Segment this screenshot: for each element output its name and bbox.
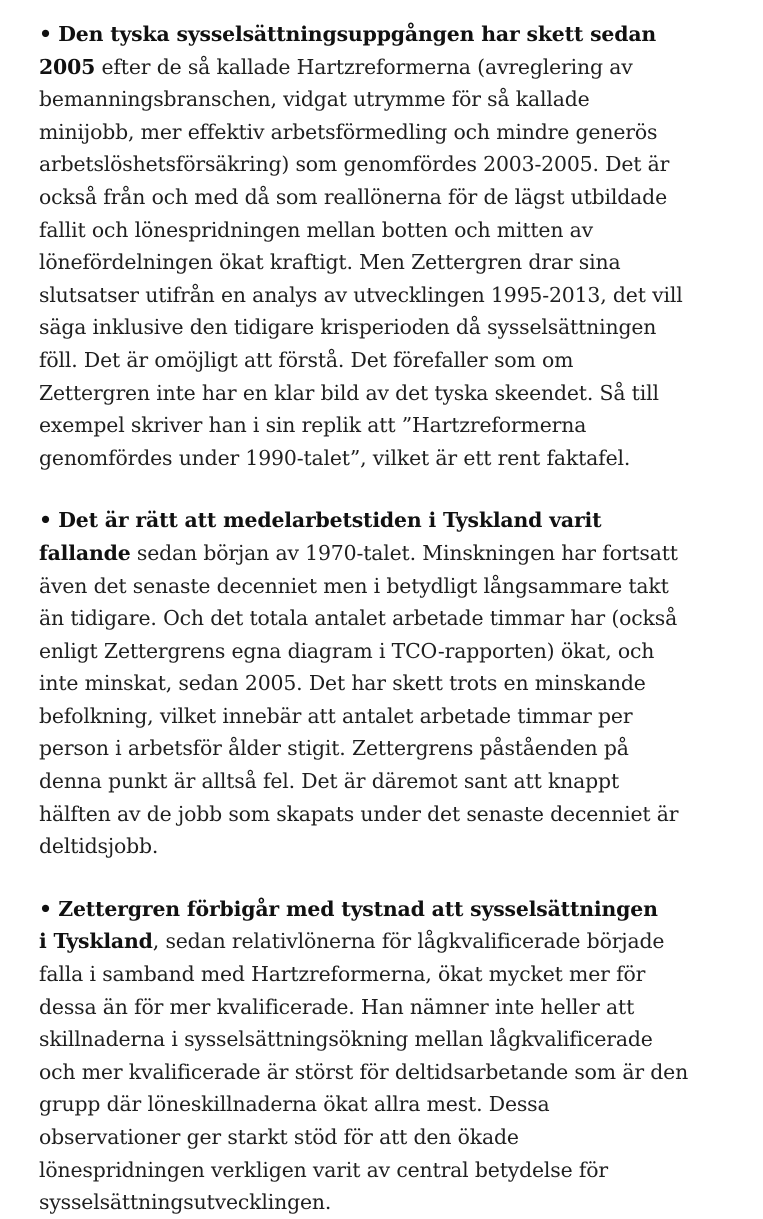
text-line: föll. Det är omöjligt att förstå. Det förefaller som om: [39, 347, 574, 372]
paragraph-working-hours: [39, 504, 729, 863]
text-line: [39, 925, 729, 958]
text-line: [39, 893, 729, 926]
text-line: fallit och lönespridningen mellan botten och mitten av: [39, 217, 594, 242]
body-text: , sedan relativlönerna för lågkvalificerade började: [152, 929, 665, 954]
text-line: bemanningsbranschen, vidgat utrymme för så kallade: [39, 87, 590, 112]
text-line: falla i samband med Hartzreformerna, ökat mycket mer för: [39, 962, 646, 987]
text-line: denna punkt är alltså fel. Det är däremot sant att knappt: [39, 769, 619, 794]
text-line: [39, 18, 729, 51]
lead-text: 2005: [39, 54, 96, 79]
text-line: lönefördelningen ökat kraftigt. Men Zettergren drar sina: [39, 250, 621, 275]
text-line: grupp där löneskillnaderna ökat allra mest. Dessa: [39, 1092, 550, 1117]
bullet: •: [39, 896, 52, 921]
text-line: [39, 504, 729, 537]
text-line: även det senaste decenniet men i betydligt långsammare takt: [39, 573, 669, 598]
text-line: befolkning, vilket innebär att antalet arbetade timmar per: [39, 703, 633, 728]
text-line: inte minskat, sedan 2005. Det har skett trots en minskande: [39, 671, 646, 696]
bullet: •: [39, 508, 52, 533]
text-line: och mer kvalificerade är störst för deltidsarbetande som är den: [39, 1059, 689, 1084]
text-line: dessa än för mer kvalificerade. Han nämner inte heller att: [39, 994, 635, 1019]
text-line: än tidigare. Och det totala antalet arbetade timmar har (också: [39, 606, 678, 631]
bullet: •: [39, 22, 52, 46]
text-line: också från och med då som reallönerna för de lägst utbildade: [39, 184, 667, 209]
body-text: efter de så kallade Hartzreformerna (avreglering av: [95, 54, 633, 79]
text-line: arbetslöshetsförsäkring) som genomfördes 2003-2005. Det är: [39, 152, 670, 177]
text-line: sysselsättningsutvecklingen.: [39, 1190, 332, 1215]
text-line: deltidsjobb.: [39, 834, 159, 859]
paragraph-hartz-reforms: [39, 18, 729, 474]
text-line: slutsatser utifrån en analys av utvecklingen 1995-2013, det vill: [39, 282, 683, 307]
text-line: säga inklusive den tidigare krisperioden då sysselsättningen: [39, 315, 657, 340]
text-line: hälften av de jobb som skapats under det senaste decenniet är: [39, 801, 679, 826]
text-line: minijobb, mer effektiv arbetsförmedling och mindre generös: [39, 119, 658, 144]
text-line: skillnaderna i sysselsättningsökning mellan lågkvalificerade: [39, 1027, 653, 1052]
text-line: enligt Zettergrens egna diagram i TCO-rapporten) ökat, och: [39, 638, 655, 663]
text-line: exempel skriver han i sin replik att ”Hartzreformerna: [39, 413, 587, 438]
lead-text: i Tyskland: [39, 929, 153, 954]
lead-text: Den tyska sysselsättningsuppgången har skett sedan: [58, 22, 657, 46]
text-line: observationer ger starkt stöd för att den ökade: [39, 1125, 519, 1149]
lead-text: Zettergren förbigår med tystnad att sysselsättningen: [58, 896, 658, 921]
body-text: sedan början av 1970-talet. Minskningen har fortsatt: [130, 540, 678, 565]
text-line: genomfördes under 1990-talet”, vilket är ett rent faktafel.: [39, 445, 631, 470]
text-line: [39, 537, 729, 570]
text-line: Zettergren inte har en klar bild av det tyska skeendet. Så till: [39, 380, 659, 405]
lead-text: Det är rätt att medelarbetstiden i Tyskland varit: [58, 508, 602, 533]
lead-text: fallande: [39, 540, 131, 565]
text-line: lönespridningen verkligen varit av central betydelse för: [39, 1157, 608, 1182]
text-line: person i arbetsför ålder stigit. Zettergrens påståenden på: [39, 736, 629, 761]
text-line: [39, 51, 729, 84]
paragraph-low-skilled-employment: [39, 893, 729, 1219]
article-body: [39, 18, 729, 1219]
